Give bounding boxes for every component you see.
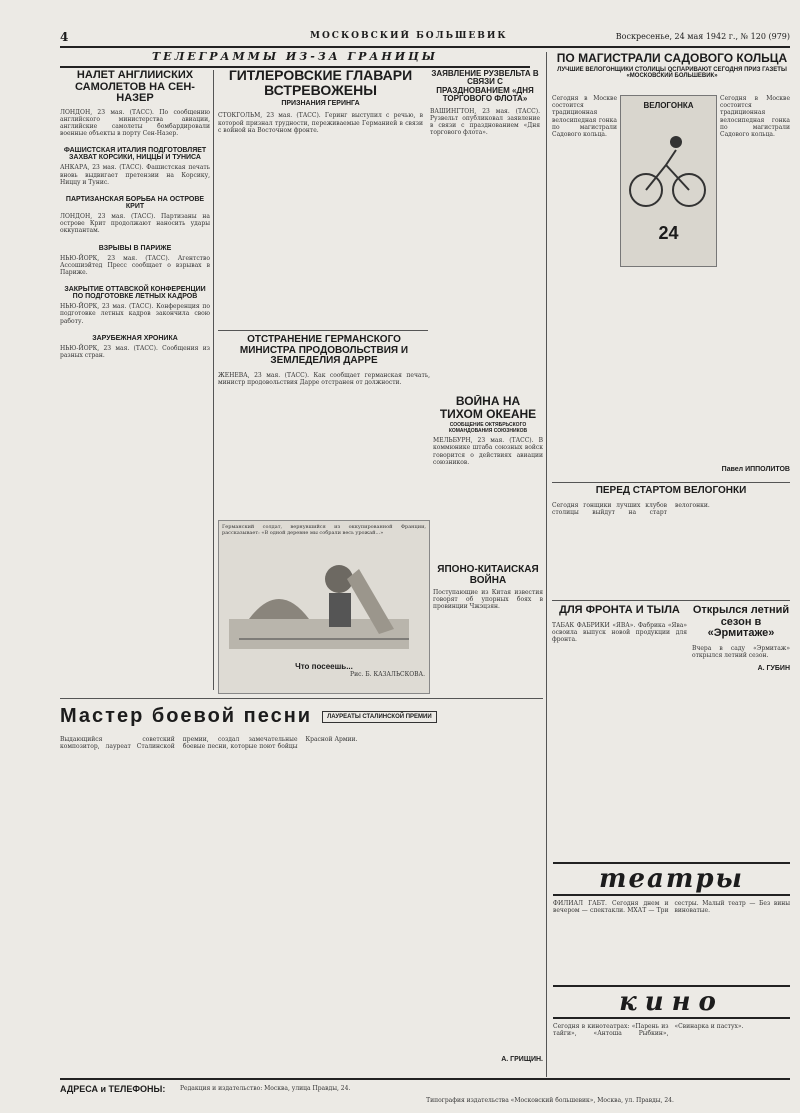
article-japan bbox=[433, 565, 543, 675]
article-text: ЛОНДОН, 23 мая. (ТАСС). По сообщению английского министерства авиации, английские самолеты бомбардировали военные объекты в порту Сен-Назер. bbox=[60, 108, 210, 138]
article-text: НЬЮ-ЙОРК, 23 мая. (ТАСС). Конференция по подготовке летных кадров закончила свою работу. bbox=[60, 303, 210, 325]
article-text: МЕЛЬБУРН, 23 мая. (ТАСС). В коммюнике штаба союзных войск говорится о действиях авиации союзников. bbox=[433, 437, 543, 466]
article-text: Сегодня гонщики лучших клубов столицы выйдут на старт велогонки. bbox=[552, 501, 710, 516]
article-text: ЖЕНЕВА, 23 мая. (ТАСС). Как сообщает германская печать, министр продовольствия Дарре отстранен от должности. bbox=[218, 371, 430, 386]
article-title: ПО МАГИСТРАЛИ САДОВОГО КОЛЬЦА bbox=[556, 52, 788, 65]
article-title: ДЛЯ ФРОНТА И ТЫЛА bbox=[559, 605, 680, 616]
article-text: АНКАРА, 23 мая. (ТАСС). Фашистская печать вновь выдвигает претензии на Корсику, Ниццу и Тунис. bbox=[60, 164, 210, 186]
kino-text: Сегодня в кинотеатрах: «Парень из тайги», «Антоша Рыбкин», «Свинарка и пастух». bbox=[553, 1023, 744, 1038]
article-text: ВАШИНГТОН, 23 мая. (ТАСС). Рузвельт опубликовал заявление в связи с празднованием «Дня торгового флота». bbox=[430, 107, 540, 137]
printer-info: Типография издательства «Московский большевик», Москва, ул. Правды, 24. bbox=[426, 1097, 674, 1104]
article-subtitle: ПАРТИЗАНСКАЯ БОРЬБА НА ОСТРОВЕ КРИТ bbox=[65, 196, 205, 211]
article-text: Вчера в саду «Эрмитаж» открылся летний сезон. bbox=[692, 644, 790, 659]
article-subtitle: ЗАКРЫТИЕ ОТТАВСКОЙ КОНФЕРЕНЦИИ ПО ПОДГОТОВКЕ ЛЕТНЫХ КАДРОВ bbox=[64, 286, 206, 301]
article-text: СТОКГОЛЬМ, 23 мая. (ТАСС). Геринг выступил с речью, в которой признал трудности, переживаемые Германией в связи с войной на Восточном фронте. bbox=[218, 112, 423, 134]
article-sadovoe-col3 bbox=[720, 95, 790, 465]
header-rule bbox=[60, 46, 790, 48]
article-sadovoe-col1 bbox=[552, 95, 617, 465]
cartoon bbox=[218, 520, 430, 694]
divider bbox=[218, 330, 428, 331]
column-divider bbox=[213, 70, 214, 690]
theatre-text: ФИЛИАЛ ГАБТ. Сегодня днем и вечером — спектакли. МХАТ — Три сестры. Малый театр — Без вины виноватые. bbox=[553, 900, 790, 915]
header-bar bbox=[60, 30, 790, 46]
article-title: ЗАЯВЛЕНИЕ РУЗВЕЛЬТА В СВЯЗИ С ПРАЗДНОВАНИЕМ «ДНЯ ТОРГОВОГО ФЛОТА» bbox=[431, 70, 539, 104]
cartoon-illustration bbox=[219, 539, 427, 659]
article-subtitle: ПРИЗНАНИЯ ГЕРИНГА bbox=[281, 100, 360, 108]
poster bbox=[620, 95, 717, 267]
article-darre bbox=[218, 335, 430, 515]
issue-date: Воскресенье, 24 мая 1942 г., № 120 (979) bbox=[615, 32, 790, 41]
article-hitler bbox=[218, 68, 423, 328]
footer bbox=[60, 1078, 790, 1108]
article-sadovoe-header bbox=[552, 52, 792, 92]
footer-text: Редакция и издательство: Москва, улица Правды, 24. bbox=[180, 1085, 351, 1092]
article-title: ГИТЛЕРОВСКИЕ ГЛАВАРИ ВСТРЕВОЖЕНЫ bbox=[228, 68, 413, 98]
article-box: ЛАУРЕАТЫ СТАЛИНСКОЙ ПРЕМИИ bbox=[322, 711, 437, 723]
article-text: НЬЮ-ЙОРК, 23 мая. (ТАСС). Сообщения из разных стран. bbox=[60, 344, 210, 360]
article-signature: А. ГРИЩИН. bbox=[501, 1056, 543, 1063]
article-start bbox=[552, 486, 790, 596]
poster-title: ВЕЛОГОНКА bbox=[643, 101, 694, 110]
article-text: Выдающийся советский композитор, лауреат Сталинской премии, создал замечательные боевые песни, которые поют бойцы Красной Армии. bbox=[60, 736, 358, 751]
article-title: ПЕРЕД СТАРТОМ ВЕЛОГОНКИ bbox=[595, 486, 747, 496]
article-subtitle: ЛУЧШИЕ ВЕЛОГОНЩИКИ СТОЛИЦЫ ОСПАРИВАЮТ СЕГОДНЯ ПРИЗ ГАЗЕТЫ «МОСКОВСКИЙ БОЛЬШЕВИК» bbox=[557, 66, 787, 79]
column-divider bbox=[546, 52, 547, 1077]
article-title: НАЛЕТ АНГЛИЙСКИХ САМОЛЕТОВ НА СЕН-НАЗЕР bbox=[75, 70, 195, 105]
divider bbox=[60, 698, 543, 699]
kino-listings bbox=[553, 985, 790, 1075]
article-front bbox=[552, 605, 687, 855]
column-left bbox=[60, 70, 210, 515]
article-title: Мастер боевой песни bbox=[60, 705, 313, 727]
article-subtitle: ВЗРЫВЫ В ПАРИЖЕ bbox=[98, 244, 172, 252]
cartoon-caption: Что посеешь... bbox=[295, 662, 353, 671]
article-pacific bbox=[433, 395, 543, 515]
article-text: ЛОНДОН, 23 мая. (ТАСС). Партизаны на острове Крит продолжают наносить удары оккупантам. bbox=[60, 213, 210, 235]
cartoon-credit: Рис. Б. КАЗАЛЬСКОВА. bbox=[350, 671, 425, 679]
article-title: ОТСТРАНЕНИЕ ГЕРМАНСКОГО МИНИСТРА ПРОДОВОЛЬСТВИЯ И ЗЕМЛЕДЕЛИЯ ДАРРЕ bbox=[239, 335, 409, 366]
section-banner: ТЕЛЕГРАММЫ ИЗ-ЗА ГРАНИЦЫ bbox=[60, 50, 530, 68]
masthead: МОСКОВСКИЙ БОЛЬШЕВИК bbox=[310, 31, 508, 41]
article-hermitage bbox=[692, 605, 790, 855]
article-title: ЯПОНО-КИТАЙСКАЯ ВОЙНА bbox=[437, 565, 539, 586]
divider bbox=[552, 600, 790, 601]
footer-label: АДРЕСА и ТЕЛЕФОНЫ: bbox=[60, 1084, 166, 1094]
article-signature: А. ГУБИН bbox=[757, 665, 790, 673]
poster-date: 24 bbox=[658, 223, 679, 244]
article-roosevelt bbox=[430, 70, 540, 330]
article-title: Открылся летний сезон в «Эрмитаже» bbox=[692, 605, 790, 640]
article-master bbox=[60, 705, 543, 1075]
divider bbox=[552, 482, 790, 483]
article-text: Сегодня в Москве состоится традиционная велосипедная гонка по магистрали Садового кольца. bbox=[552, 95, 617, 139]
article-signature: Павел ИППОЛИТОВ bbox=[721, 466, 790, 473]
article-text: Поступающие из Китая известия говорят об упорных боях в провинции Чжэцзян. bbox=[433, 589, 543, 611]
article-subtitle: ФАШИСТСКАЯ ИТАЛИЯ ПОДГОТОВЛЯЕТ ЗАХВАТ КОРСИКИ, НИЦЦЫ И ТУНИСА bbox=[63, 147, 207, 162]
page-number: 4 bbox=[60, 30, 69, 44]
signature-block bbox=[640, 466, 790, 478]
article-text: Сегодня в Москве состоится традиционная велосипедная гонка по магистрали Садового кольца. bbox=[720, 95, 790, 139]
kino-heading: кино bbox=[553, 985, 790, 1019]
cartoon-caption-top: Германский солдат, вернувшийся из оккупированной Франции, рассказывает: «В одной деревне мы собрали весь урожай...» bbox=[222, 524, 426, 536]
article-subtitle: СООБЩЕНИЕ ОКТЯБРЬСКОГО КОМАНДОВАНИЯ СОЮЗНИКОВ bbox=[448, 422, 528, 435]
article-title: ВОЙНА НА ТИХОМ ОКЕАНЕ bbox=[439, 395, 537, 421]
cyclist-illustration bbox=[621, 110, 714, 220]
theatre-heading: театры bbox=[553, 862, 790, 896]
theatre-listings bbox=[553, 862, 790, 980]
article-text: НЬЮ-ЙОРК, 23 мая. (ТАСС). Агентство Ассошиэйтед Пресс сообщает о взрывах в Париже. bbox=[60, 254, 210, 277]
article-subtitle: ЗАРУБЕЖНАЯ ХРОНИКА bbox=[92, 334, 178, 342]
article-text: ТАБАК ФАБРИКИ «ЯВА». Фабрика «Ява» освоила выпуск новой продукции для фронта. bbox=[552, 621, 687, 643]
